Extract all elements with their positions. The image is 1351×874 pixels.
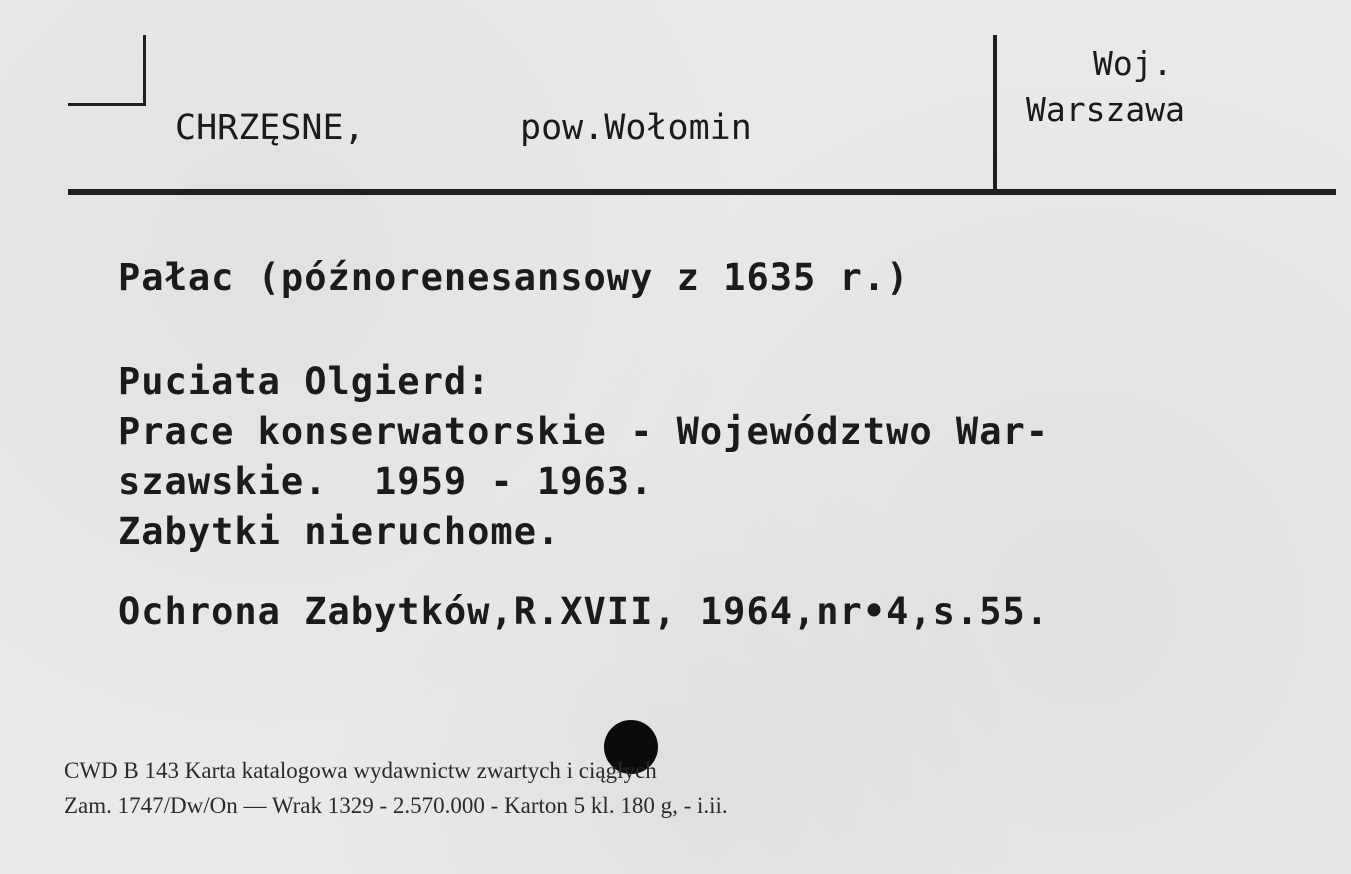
header-divider — [993, 35, 997, 189]
publication-title-line-1: Prace konserwatorskie - Województwo War- — [118, 410, 1050, 453]
footer-print-line-1: CWD B 143 Karta katalogowa wydawnictw zwartych i ciągłych — [64, 758, 657, 783]
monument-subject: Pałac (późnorenesansowy z 1635 r.) — [118, 256, 910, 299]
header-rule — [68, 189, 1336, 195]
corner-bracket-vertical — [143, 35, 146, 105]
footer-print-line-2: Zam. 1747/Dw/On — Wrak 1329 - 2.570.000 - Karton 5 kl. 180 g, - i.ii. — [64, 793, 728, 818]
publication-title-line-2: szawskie. 1959 - 1963. — [118, 460, 654, 503]
voivodeship-label: Woj. — [1093, 44, 1173, 83]
corner-bracket-horizontal — [68, 103, 146, 106]
voivodeship-name: Warszawa — [1026, 90, 1185, 129]
source-citation: Ochrona Zabytków,R.XVII, 1964,nr•4,s.55. — [118, 590, 1050, 633]
author-name: Puciata Olgierd: — [118, 360, 491, 403]
district-name: pow.Wołomin — [520, 108, 752, 148]
publication-title-line-3: Zabytki nieruchome. — [118, 510, 561, 553]
locality-name: CHRZĘSNE, — [175, 108, 365, 148]
